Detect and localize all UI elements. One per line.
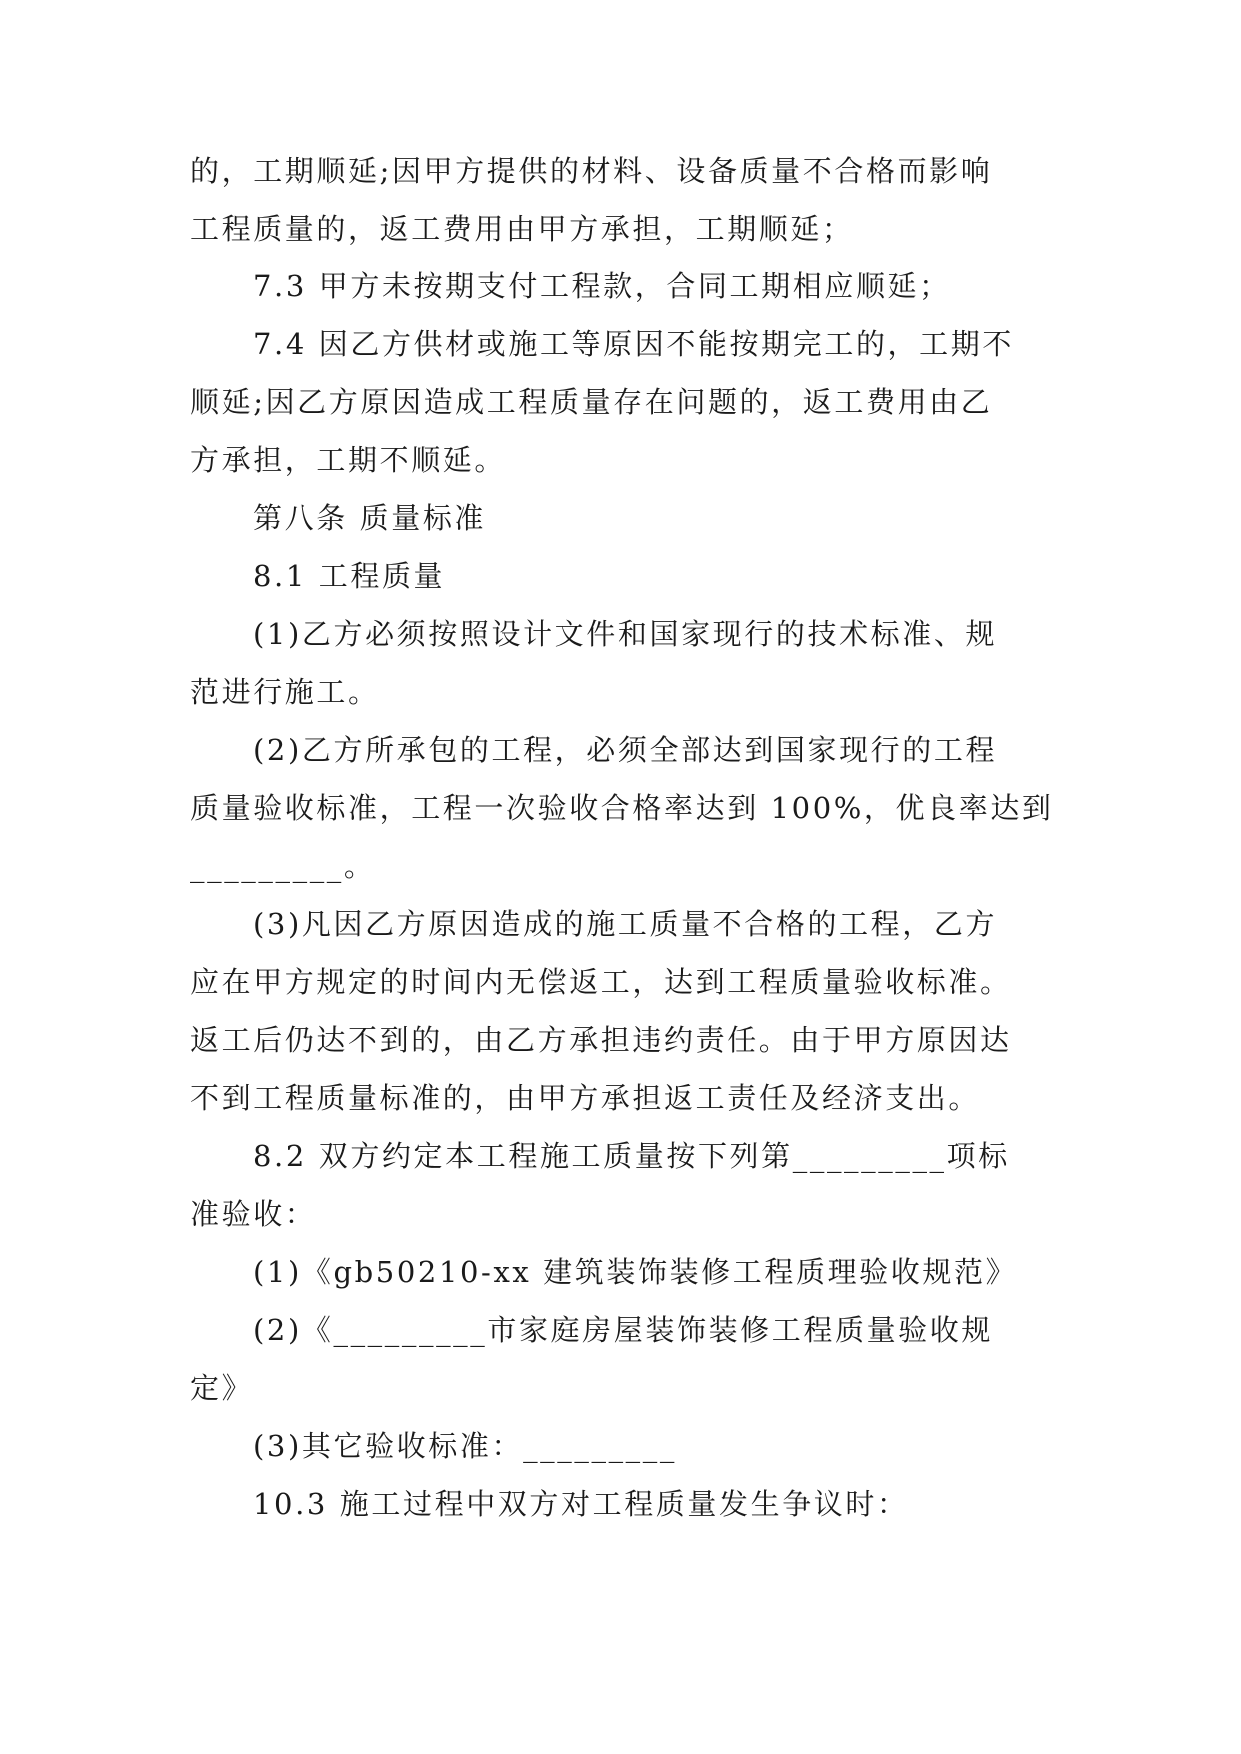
clause-8-1: 8.1 工程质量 (253, 559, 446, 593)
blank-fill-line: _________。 (190, 849, 376, 883)
body-text-line: 的，工期顺延;因甲方提供的材料、设备质量不合格而影响 (190, 154, 993, 188)
standard-option-3: (3)其它验收标准：_________ (253, 1429, 677, 1463)
clause-10-3: 10.3 施工过程中双方对工程质量发生争议时： (253, 1487, 909, 1521)
clause-7-3: 7.3 甲方未按期支付工程款，合同工期相应顺延； (253, 269, 951, 303)
item-1: (1)乙方必须按照设计文件和国家现行的技术标准、规 (253, 617, 998, 651)
body-text-line: 工程质量的，返工费用由甲方承担，工期顺延； (190, 212, 854, 246)
section-heading-article-8: 第八条 质量标准 (253, 501, 487, 535)
clause-8-2: 8.2 双方约定本工程施工质量按下列第_________项标 (253, 1139, 1010, 1173)
item-3: (3)凡因乙方原因造成的施工质量不合格的工程，乙方 (253, 907, 998, 941)
standard-option-1: (1)《gb50210-xx 建筑装饰装修工程质理验收规范》 (253, 1255, 1018, 1289)
body-text-line: 质量验收标准，工程一次验收合格率达到 100%，优良率达到 (190, 791, 1054, 825)
body-text-line: 应在甲方规定的时间内无偿返工，达到工程质量验收标准。 (190, 965, 1012, 999)
body-text-line: 准验收： (190, 1197, 317, 1231)
body-text-line: 顺延;因乙方原因造成工程质量存在问题的，返工费用由乙 (190, 385, 993, 419)
standard-option-2: (2)《_________市家庭房屋装饰装修工程质量验收规 (253, 1313, 993, 1347)
item-2: (2)乙方所承包的工程，必须全部达到国家现行的工程 (253, 733, 998, 767)
body-text-line: 不到工程质量标准的，由甲方承担返工责任及经济支出。 (190, 1081, 981, 1115)
clause-7-4: 7.4 因乙方供材或施工等原因不能按期完工的，工期不 (253, 327, 1014, 361)
body-text-line: 方承担，工期不顺延。 (190, 443, 507, 477)
body-text-line: 定》 (190, 1371, 254, 1405)
body-text-line: 返工后仍达不到的，由乙方承担违约责任。由于甲方原因达 (190, 1023, 1012, 1057)
body-text-line: 范进行施工。 (190, 675, 380, 709)
